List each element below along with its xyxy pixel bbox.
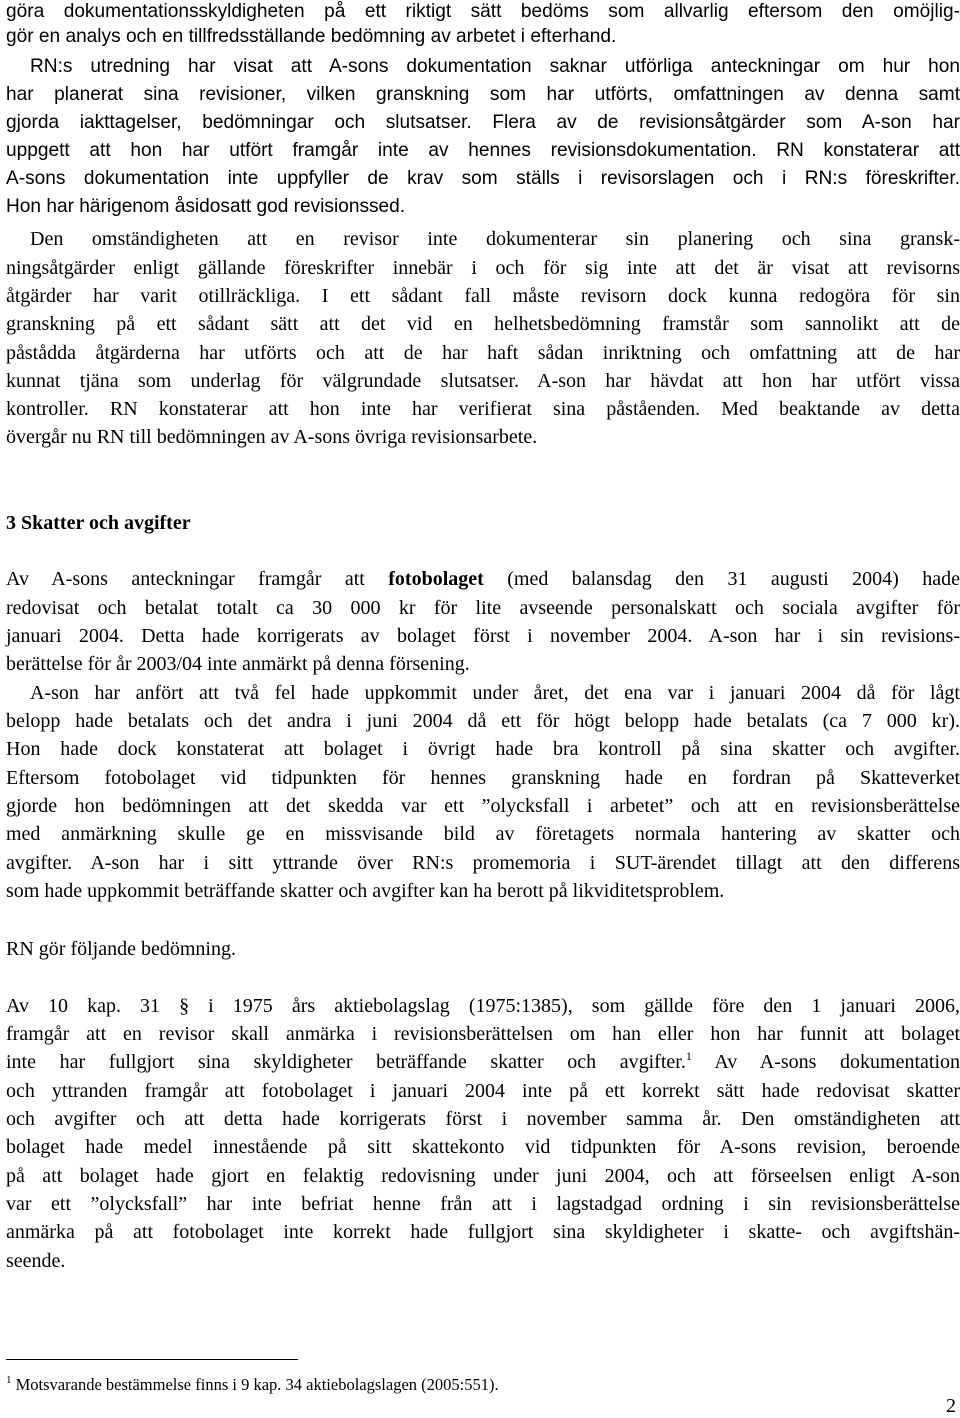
paragraph-line: A-son har anfört att två fel hade uppkommit under året, det ena var i januari 2004 då för lågt: [30, 682, 960, 704]
footnote: [6, 1375, 499, 1395]
paragraph-line: på att bolaget hade gjort en felaktig redovisning under juni 2004, och att förseelsen enligt A-son: [6, 1165, 960, 1187]
paragraph-line: framgår att en revisor skall anmärka i revisionsberättelsen om han eller hon har funnit att bolaget: [6, 1023, 960, 1045]
footnote-separator: [6, 1359, 298, 1360]
paragraph-line: gjorde hon bedömningen att det skedda var ett ”olycksfall i arbetet” och att en revisionsberättelse: [6, 795, 960, 817]
paragraph-line: Eftersom fotobolaget vid tidpunkten för hennes granskning hade en fordran på Skatteverket: [6, 767, 960, 789]
footnote-reference[interactable]: 1: [685, 1049, 692, 1063]
text-run: Av A-sons dokumentation: [691, 1051, 960, 1073]
paragraph-line: gör en analys och en tillfredsställande bedömning av arbetet i efterhand.: [6, 26, 617, 47]
text-run: (med balansdag den 31 augusti 2004) hade: [483, 568, 960, 590]
company-name-bold: fotobolaget: [388, 568, 484, 590]
paragraph-line: med anmärkning skulle ge en missvisande bild av företagets normala hantering av skatter och: [6, 823, 960, 845]
paragraph-line: anmärka på att fotobolaget inte korrekt hade fullgjort sina skyldigheter i skatte- och avgiftshän-: [6, 1221, 960, 1243]
text-run: Av A-sons anteckningar framgår att: [6, 568, 389, 590]
paragraph-line: granskning på ett sådant sätt att det vid en helhetsbedömning framstår som sannolikt att de: [6, 313, 960, 335]
paragraph-line: belopp hade betalats och det andra i juni 2004 då ett för högt belopp hade betalats (ca 7 000 kr).: [6, 710, 960, 732]
paragraph-line: [6, 567, 960, 593]
text-run: inte har fullgjort sina skyldigheter beträffande skatter och avgifter.: [6, 1051, 686, 1073]
paragraph-line: Hon hade dock konstaterat att bolaget i övrigt hade bra kontroll på sina skatter och avgifter.: [6, 738, 960, 760]
paragraph-line: har planerat sina revisioner, vilken granskning som har utförts, omfattningen av denna samt: [6, 84, 960, 105]
paragraph-line: bolaget hade medel innestående på sitt skattekonto vid tidpunkten för A-sons revision, beroende: [6, 1136, 960, 1158]
paragraph-line: övergår nu RN till bedömningen av A-sons övriga revisionsarbete.: [6, 426, 538, 448]
section-heading: 3 Skatter och avgifter: [6, 512, 191, 534]
paragraph-line: RN gör följande bedömning.: [6, 938, 236, 960]
paragraph-line: Den omständigheten att en revisor inte dokumenterar sin planering och sina gransk-: [30, 228, 960, 250]
paragraph-line: var ett ”olycksfall” har inte befriat henne från att i lagstadgad ordning i sin revisionsberättelse: [6, 1193, 960, 1215]
footnote-text: Motsvarande bestämmelse finns i 9 kap. 34 aktiebolagslagen (2005:551).: [15, 1375, 499, 1394]
paragraph-line: som hade uppkommit beträffande skatter och avgifter kan ha berott på likviditetsproblem.: [6, 880, 725, 902]
paragraph-line: [6, 1050, 960, 1076]
page-number: 2: [946, 1395, 956, 1417]
paragraph-line: A-sons dokumentation inte uppfyller de krav som ställs i revisorslagen och i RN:s föreskrifter.: [6, 168, 960, 189]
paragraph-line: RN:s utredning har visat att A-sons dokumentation saknar utförliga anteckningar om hur hon: [30, 56, 960, 77]
paragraph-line: Hon har härigenom åsidosatt god revisionssed.: [6, 196, 406, 217]
paragraph-line: ningsåtgärder enligt gällande föreskrifter innebär i och för sig inte att det är visat att revisorns: [6, 257, 960, 279]
paragraph-line: avgifter. A-son har i sitt yttrande över RN:s promemoria i SUT-ärendet tillagt att den differens: [6, 852, 960, 874]
paragraph-line: kontroller. RN konstaterar att hon inte har verifierat sina påståenden. Med beaktande av detta: [6, 398, 960, 420]
paragraph-line: gjorda iakttagelser, bedömningar och slutsatser. Flera av de revisionsåtgärder som A-son har: [6, 112, 960, 133]
paragraph-line: åtgärder har varit otillräckliga. I ett sådant fall måste revisorn dock kunna redogöra för sin: [6, 285, 960, 307]
paragraph-line: göra dokumentationsskyldigheten på ett riktigt sätt bedöms som allvarlig eftersom den omöjlig-: [6, 1, 960, 22]
paragraph-line: påstådda åtgärderna har utförts och att de har haft sådan inriktning och omfattning att de har: [6, 342, 960, 364]
paragraph-line: seende.: [6, 1250, 66, 1272]
paragraph-line: redovisat och betalat totalt ca 30 000 kr för lite avseende personalskatt och sociala avgifter för: [6, 597, 960, 619]
paragraph-line: och yttranden framgår att fotobolaget i januari 2004 inte på ett korrekt sätt hade redovisat skatter: [6, 1080, 960, 1102]
footnote-number: 1: [6, 1374, 12, 1386]
paragraph-line: januari 2004. Detta hade korrigerats av bolaget först i november 2004. A-son har i sin revisions-: [6, 625, 960, 647]
paragraph-line: och avgifter och att detta hade korrigerats först i november samma år. Den omständigheten att: [6, 1108, 960, 1130]
paragraph-line: kunnat tjäna som underlag för välgrundade slutsatser. A-son har hävdat att hon har utfört vissa: [6, 370, 960, 392]
paragraph-line: berättelse för år 2003/04 inte anmärkt på denna försening.: [6, 653, 470, 675]
paragraph-line: uppgett att hon har utfört framgår inte av hennes revisionsdokumentation. RN konstaterar att: [6, 140, 960, 161]
paragraph-line: Av 10 kap. 31 § i 1975 års aktiebolagslag (1975:1385), som gällde före den 1 januari 2006,: [6, 995, 960, 1017]
